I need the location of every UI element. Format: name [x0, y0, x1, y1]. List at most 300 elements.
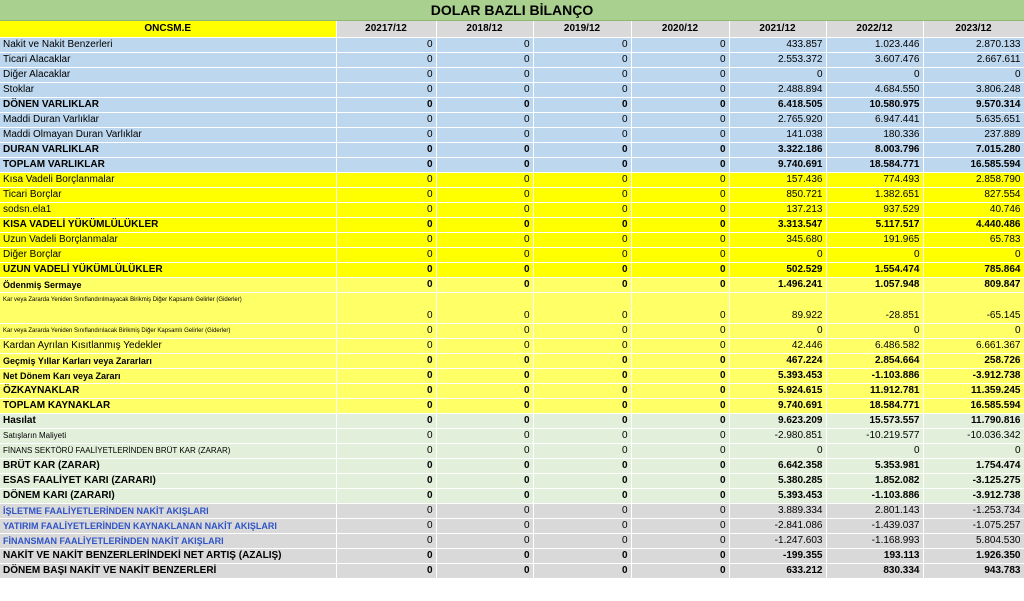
cell-value[interactable]: 0 — [436, 262, 533, 277]
cell-value[interactable]: 0 — [336, 428, 436, 443]
period-header[interactable]: 2022/12 — [826, 21, 923, 37]
cell-value[interactable]: 0 — [436, 142, 533, 157]
cell-value[interactable]: 0 — [533, 292, 631, 323]
cell-value[interactable]: 6.947.441 — [826, 112, 923, 127]
cell-value[interactable]: 141.038 — [729, 127, 826, 142]
cell-value[interactable]: 0 — [533, 247, 631, 262]
cell-value[interactable]: 785.864 — [923, 262, 1024, 277]
cell-value[interactable]: 0 — [729, 323, 826, 338]
cell-value[interactable]: -10.219.577 — [826, 428, 923, 443]
cell-value[interactable]: -1.247.603 — [729, 533, 826, 548]
cell-value[interactable]: -1.168.993 — [826, 533, 923, 548]
cell-value[interactable]: 3.607.476 — [826, 52, 923, 67]
cell-value[interactable]: 0 — [336, 488, 436, 503]
cell-value[interactable]: 0 — [436, 67, 533, 82]
cell-value[interactable]: 0 — [631, 548, 729, 563]
cell-value[interactable]: 0 — [436, 157, 533, 172]
cell-value[interactable]: 774.493 — [826, 172, 923, 187]
cell-value[interactable]: 0 — [336, 458, 436, 473]
cell-value[interactable]: 18.584.771 — [826, 157, 923, 172]
cell-value[interactable]: 0 — [631, 458, 729, 473]
cell-value[interactable]: 0 — [336, 503, 436, 518]
cell-value[interactable]: 0 — [436, 518, 533, 533]
cell-value[interactable]: 1.023.446 — [826, 37, 923, 52]
cell-value[interactable]: 258.726 — [923, 353, 1024, 368]
cell-value[interactable]: 0 — [631, 368, 729, 383]
row-label[interactable]: DURAN VARLIKLAR — [0, 142, 336, 157]
cell-value[interactable]: -2.980.851 — [729, 428, 826, 443]
cell-value[interactable]: 7.015.280 — [923, 142, 1024, 157]
cell-value[interactable]: 0 — [336, 353, 436, 368]
cell-value[interactable]: 0 — [436, 353, 533, 368]
cell-value[interactable]: -199.355 — [729, 548, 826, 563]
cell-value[interactable]: -3.912.738 — [923, 488, 1024, 503]
cell-value[interactable]: 191.965 — [826, 232, 923, 247]
cell-value[interactable]: 0 — [336, 172, 436, 187]
row-label[interactable]: sodsn.ela1 — [0, 202, 336, 217]
cell-value[interactable]: 0 — [631, 232, 729, 247]
cell-value[interactable]: 89.922 — [729, 292, 826, 323]
cell-value[interactable]: 8.003.796 — [826, 142, 923, 157]
cell-value[interactable]: 0 — [436, 413, 533, 428]
cell-value[interactable]: 0 — [631, 112, 729, 127]
cell-value[interactable]: 10.580.975 — [826, 97, 923, 112]
cell-value[interactable]: 0 — [533, 97, 631, 112]
cell-value[interactable]: 0 — [631, 217, 729, 232]
cell-value[interactable]: 0 — [533, 458, 631, 473]
cell-value[interactable]: 0 — [631, 127, 729, 142]
cell-value[interactable]: 0 — [336, 443, 436, 458]
cell-value[interactable]: 0 — [631, 97, 729, 112]
cell-value[interactable]: 11.359.245 — [923, 383, 1024, 398]
cell-value[interactable]: 827.554 — [923, 187, 1024, 202]
row-label[interactable]: TOPLAM VARLIKLAR — [0, 157, 336, 172]
cell-value[interactable]: 0 — [436, 172, 533, 187]
cell-value[interactable]: 830.334 — [826, 563, 923, 578]
cell-value[interactable]: 0 — [436, 187, 533, 202]
cell-value[interactable]: 0 — [533, 503, 631, 518]
cell-value[interactable]: 0 — [729, 67, 826, 82]
table-row — [0, 488, 1024, 503]
cell-value[interactable]: 0 — [923, 247, 1024, 262]
cell-value[interactable]: 9.740.691 — [729, 157, 826, 172]
cell-value[interactable]: 0 — [826, 247, 923, 262]
cell-value[interactable]: 40.746 — [923, 202, 1024, 217]
cell-value[interactable]: 0 — [533, 323, 631, 338]
row-label[interactable]: Diğer Borçlar — [0, 247, 336, 262]
cell-value[interactable]: 1.852.082 — [826, 473, 923, 488]
cell-value[interactable]: 943.783 — [923, 563, 1024, 578]
cell-value[interactable]: 0 — [436, 473, 533, 488]
cell-value[interactable]: 0 — [533, 157, 631, 172]
row-label[interactable]: Kardan Ayrılan Kısıtlanmış Yedekler — [0, 338, 336, 353]
cell-value[interactable]: 0 — [436, 398, 533, 413]
cell-value[interactable]: 0 — [826, 67, 923, 82]
cell-value[interactable]: 0 — [436, 97, 533, 112]
cell-value[interactable]: 6.661.367 — [923, 338, 1024, 353]
period-header[interactable]: 20217/12 — [336, 21, 436, 37]
row-label[interactable]: Kısa Vadeli Borçlanmalar — [0, 172, 336, 187]
cell-value[interactable]: 1.926.350 — [923, 548, 1024, 563]
row-label[interactable]: KISA VADELİ YÜKÜMLÜLÜKLER — [0, 217, 336, 232]
cell-value[interactable]: -1.103.886 — [826, 368, 923, 383]
cell-value[interactable]: 0 — [436, 323, 533, 338]
cell-value[interactable]: 0 — [533, 383, 631, 398]
cell-value[interactable]: 1.382.651 — [826, 187, 923, 202]
cell-value[interactable]: -3.125.275 — [923, 473, 1024, 488]
cell-value[interactable]: 2.488.894 — [729, 82, 826, 97]
cell-value[interactable]: -2.841.086 — [729, 518, 826, 533]
period-header[interactable]: 2019/12 — [533, 21, 631, 37]
cell-value[interactable]: 1.057.948 — [826, 277, 923, 292]
cell-value[interactable]: -1.439.037 — [826, 518, 923, 533]
cell-value[interactable]: 65.783 — [923, 232, 1024, 247]
cell-value[interactable]: 0 — [336, 127, 436, 142]
row-label[interactable]: FİNANSMAN FAALİYETLERİNDEN NAKİT AKIŞLARI — [0, 533, 336, 548]
cell-value[interactable]: 0 — [436, 548, 533, 563]
cell-value[interactable]: 42.446 — [729, 338, 826, 353]
row-label[interactable]: BRÜT KAR (ZARAR) — [0, 458, 336, 473]
cell-value[interactable]: 0 — [631, 398, 729, 413]
cell-value[interactable]: 0 — [436, 383, 533, 398]
cell-value[interactable]: 2.765.920 — [729, 112, 826, 127]
cell-value[interactable]: 0 — [533, 413, 631, 428]
cell-value[interactable]: -65.145 — [923, 292, 1024, 323]
cell-value[interactable]: -10.036.342 — [923, 428, 1024, 443]
cell-value[interactable]: 0 — [336, 262, 436, 277]
cell-value[interactable]: 5.924.615 — [729, 383, 826, 398]
cell-value[interactable]: -28.851 — [826, 292, 923, 323]
cell-value[interactable]: 467.224 — [729, 353, 826, 368]
cell-value[interactable]: 0 — [923, 443, 1024, 458]
cell-value[interactable]: -1.103.886 — [826, 488, 923, 503]
table-row — [0, 323, 1024, 338]
cell-value[interactable]: 0 — [533, 232, 631, 247]
cell-value[interactable]: 0 — [533, 37, 631, 52]
cell-value[interactable]: 137.213 — [729, 202, 826, 217]
row-label[interactable]: TOPLAM KAYNAKLAR — [0, 398, 336, 413]
row-label[interactable]: Hasılat — [0, 413, 336, 428]
cell-value[interactable]: 0 — [631, 533, 729, 548]
table-row — [0, 52, 1024, 67]
cell-value[interactable]: 0 — [336, 368, 436, 383]
cell-value[interactable]: 0 — [533, 217, 631, 232]
row-label[interactable]: Nakit ve Nakit Benzerleri — [0, 37, 336, 52]
row-label[interactable]: DÖNEN VARLIKLAR — [0, 97, 336, 112]
cell-value[interactable]: 0 — [826, 443, 923, 458]
cell-value[interactable]: 0 — [436, 112, 533, 127]
cell-value[interactable]: 433.857 — [729, 37, 826, 52]
cell-value[interactable]: 3.322.186 — [729, 142, 826, 157]
row-label[interactable]: Kar veya Zararda Yeniden Sınıflandırılacak Birikmiş Diğer Kapsamlı Gelirler (Giderler) — [0, 323, 336, 338]
cell-value[interactable]: 809.847 — [923, 277, 1024, 292]
cell-value[interactable]: 502.529 — [729, 262, 826, 277]
table-row — [0, 172, 1024, 187]
cell-value[interactable]: 0 — [631, 503, 729, 518]
row-label[interactable]: Ticari Alacaklar — [0, 52, 336, 67]
cell-value[interactable]: 0 — [336, 247, 436, 262]
table-row — [0, 142, 1024, 157]
period-header[interactable]: 2018/12 — [436, 21, 533, 37]
cell-value[interactable]: 0 — [533, 443, 631, 458]
cell-value[interactable]: 0 — [336, 217, 436, 232]
cell-value[interactable]: 0 — [436, 232, 533, 247]
cell-value[interactable]: 0 — [336, 323, 436, 338]
row-label[interactable]: ESAS FAALİYET KARI (ZARARI) — [0, 473, 336, 488]
cell-value[interactable]: 0 — [533, 172, 631, 187]
cell-value[interactable]: 0 — [436, 292, 533, 323]
cell-value[interactable]: 1.754.474 — [923, 458, 1024, 473]
cell-value[interactable]: 1.554.474 — [826, 262, 923, 277]
cell-value[interactable]: 0 — [336, 413, 436, 428]
cell-value[interactable]: 0 — [631, 187, 729, 202]
cell-value[interactable]: 0 — [631, 443, 729, 458]
cell-value[interactable]: 0 — [631, 488, 729, 503]
cell-value[interactable]: 180.336 — [826, 127, 923, 142]
cell-value[interactable]: 9.570.314 — [923, 97, 1024, 112]
cell-value[interactable]: 0 — [533, 142, 631, 157]
row-label[interactable]: Ticari Borçlar — [0, 187, 336, 202]
cell-value[interactable]: -1.075.257 — [923, 518, 1024, 533]
cell-value[interactable]: 0 — [533, 548, 631, 563]
cell-value[interactable]: 0 — [631, 383, 729, 398]
cell-value[interactable]: 5.380.285 — [729, 473, 826, 488]
cell-value[interactable]: 0 — [336, 277, 436, 292]
cell-value[interactable]: 6.418.505 — [729, 97, 826, 112]
cell-value[interactable]: 5.635.651 — [923, 112, 1024, 127]
cell-value[interactable]: 2.858.790 — [923, 172, 1024, 187]
cell-value[interactable]: 0 — [436, 127, 533, 142]
cell-value[interactable]: 0 — [533, 202, 631, 217]
cell-value[interactable]: 0 — [631, 262, 729, 277]
table-row — [0, 247, 1024, 262]
cell-value[interactable]: 0 — [631, 202, 729, 217]
row-label[interactable]: Maddi Duran Varlıklar — [0, 112, 336, 127]
cell-value[interactable]: 0 — [436, 428, 533, 443]
cell-value[interactable]: 5.393.453 — [729, 488, 826, 503]
cell-value[interactable]: 0 — [336, 187, 436, 202]
cell-value[interactable]: 0 — [631, 428, 729, 443]
cell-value[interactable]: 0 — [631, 247, 729, 262]
row-label[interactable]: Kar veya Zararda Yeniden Sınıflandırılmayacak Birikmiş Diğer Kapsamlı Gelirler (Giderler) — [0, 292, 336, 323]
cell-value[interactable]: 0 — [436, 247, 533, 262]
cell-value[interactable]: 0 — [436, 82, 533, 97]
cell-value[interactable]: 9.740.691 — [729, 398, 826, 413]
row-label[interactable]: Maddi Olmayan Duran Varlıklar — [0, 127, 336, 142]
cell-value[interactable]: 0 — [336, 338, 436, 353]
cell-value[interactable]: 6.642.358 — [729, 458, 826, 473]
cell-value[interactable]: 0 — [336, 383, 436, 398]
cell-value[interactable]: 0 — [533, 518, 631, 533]
cell-value[interactable]: 937.529 — [826, 202, 923, 217]
cell-value[interactable]: 0 — [436, 277, 533, 292]
cell-value[interactable]: 0 — [436, 563, 533, 578]
cell-value[interactable]: 0 — [436, 217, 533, 232]
cell-value[interactable]: 0 — [436, 202, 533, 217]
cell-value[interactable]: 0 — [533, 473, 631, 488]
cell-value[interactable]: 0 — [436, 37, 533, 52]
cell-value[interactable]: 0 — [631, 37, 729, 52]
row-label[interactable]: Geçmiş Yıllar Karları veya Zararları — [0, 353, 336, 368]
cell-value[interactable]: 0 — [336, 97, 436, 112]
cell-value[interactable]: 0 — [533, 187, 631, 202]
cell-value[interactable]: 157.436 — [729, 172, 826, 187]
cell-value[interactable]: 0 — [533, 262, 631, 277]
cell-value[interactable]: 0 — [631, 518, 729, 533]
cell-value[interactable]: 0 — [533, 353, 631, 368]
cell-value[interactable]: 0 — [336, 52, 436, 67]
cell-value[interactable]: 0 — [631, 292, 729, 323]
period-header[interactable]: 2020/12 — [631, 21, 729, 37]
cell-value[interactable]: 0 — [436, 458, 533, 473]
cell-value[interactable]: 0 — [533, 277, 631, 292]
table-row — [0, 458, 1024, 473]
cell-value[interactable]: 18.584.771 — [826, 398, 923, 413]
cell-value[interactable]: 237.889 — [923, 127, 1024, 142]
cell-value[interactable]: 0 — [533, 563, 631, 578]
cell-value[interactable]: 0 — [729, 443, 826, 458]
table-row — [0, 37, 1024, 52]
cell-value[interactable]: 0 — [631, 52, 729, 67]
row-label[interactable]: Uzun Vadeli Borçlanmalar — [0, 232, 336, 247]
cell-value[interactable]: 0 — [336, 202, 436, 217]
period-header[interactable]: 2023/12 — [923, 21, 1024, 37]
cell-value[interactable]: 0 — [533, 368, 631, 383]
cell-value[interactable]: 5.117.517 — [826, 217, 923, 232]
table-row — [0, 338, 1024, 353]
cell-value[interactable]: 3.889.334 — [729, 503, 826, 518]
row-label[interactable]: FİNANS SEKTÖRÜ FAALİYETLERİNDEN BRÜT KAR (ZARAR) — [0, 443, 336, 458]
cell-value[interactable]: 0 — [923, 67, 1024, 82]
cell-value[interactable]: 0 — [631, 67, 729, 82]
cell-value[interactable]: 0 — [631, 157, 729, 172]
cell-value[interactable]: 3.313.547 — [729, 217, 826, 232]
cell-value[interactable]: 0 — [336, 563, 436, 578]
cell-value[interactable]: 2.854.664 — [826, 353, 923, 368]
cell-value[interactable]: 15.573.557 — [826, 413, 923, 428]
cell-value[interactable]: 0 — [336, 142, 436, 157]
ticker-code-header[interactable]: ONCSM.E — [0, 21, 336, 37]
cell-value[interactable]: 0 — [336, 533, 436, 548]
cell-value[interactable]: 193.113 — [826, 548, 923, 563]
cell-value[interactable]: 0 — [436, 488, 533, 503]
cell-value[interactable]: 2.801.143 — [826, 503, 923, 518]
cell-value[interactable]: 0 — [923, 323, 1024, 338]
cell-value[interactable]: -1.253.734 — [923, 503, 1024, 518]
cell-value[interactable]: 0 — [336, 157, 436, 172]
cell-value[interactable]: 0 — [336, 473, 436, 488]
cell-value[interactable]: 0 — [729, 247, 826, 262]
cell-value[interactable]: 850.721 — [729, 187, 826, 202]
cell-value[interactable]: 0 — [336, 292, 436, 323]
table-row — [0, 518, 1024, 533]
cell-value[interactable]: 0 — [533, 488, 631, 503]
cell-value[interactable]: 0 — [436, 533, 533, 548]
cell-value[interactable]: 4.684.550 — [826, 82, 923, 97]
cell-value[interactable]: 0 — [336, 82, 436, 97]
cell-value[interactable]: -3.912.738 — [923, 368, 1024, 383]
cell-value[interactable]: 0 — [336, 518, 436, 533]
row-label[interactable]: UZUN VADELİ YÜKÜMLÜLÜKLER — [0, 262, 336, 277]
cell-value[interactable]: 0 — [436, 503, 533, 518]
row-label[interactable]: İŞLETME FAALİYETLERİNDEN NAKİT AKIŞLARI — [0, 503, 336, 518]
cell-value[interactable]: 633.212 — [729, 563, 826, 578]
table-row — [0, 428, 1024, 443]
row-label[interactable]: DÖNEM KARI (ZARARI) — [0, 488, 336, 503]
cell-value[interactable]: 0 — [631, 563, 729, 578]
cell-value[interactable]: 4.440.486 — [923, 217, 1024, 232]
table-row — [0, 563, 1024, 578]
cell-value[interactable]: 0 — [533, 533, 631, 548]
row-label[interactable]: ÖZKAYNAKLAR — [0, 383, 336, 398]
cell-value[interactable]: 0 — [631, 172, 729, 187]
cell-value[interactable]: 2.667.611 — [923, 52, 1024, 67]
cell-value[interactable]: 0 — [533, 127, 631, 142]
cell-value[interactable]: 0 — [436, 338, 533, 353]
cell-value[interactable]: 0 — [631, 338, 729, 353]
cell-value[interactable]: 0 — [336, 398, 436, 413]
cell-value[interactable]: 0 — [631, 277, 729, 292]
row-label[interactable]: Net Dönem Karı veya Zararı — [0, 368, 336, 383]
cell-value[interactable]: 0 — [631, 323, 729, 338]
cell-value[interactable]: 2.553.372 — [729, 52, 826, 67]
cell-value[interactable]: 0 — [533, 428, 631, 443]
cell-value[interactable]: 0 — [336, 232, 436, 247]
cell-value[interactable]: 2.870.133 — [923, 37, 1024, 52]
cell-value[interactable]: 0 — [533, 338, 631, 353]
cell-value[interactable]: 11.790.816 — [923, 413, 1024, 428]
cell-value[interactable]: 0 — [436, 52, 533, 67]
cell-value[interactable]: 16.585.594 — [923, 398, 1024, 413]
row-label[interactable]: Ödenmiş Sermaye — [0, 277, 336, 292]
cell-value[interactable]: 0 — [436, 443, 533, 458]
cell-value[interactable]: 0 — [436, 368, 533, 383]
cell-value[interactable]: 345.680 — [729, 232, 826, 247]
cell-value[interactable]: 5.353.981 — [826, 458, 923, 473]
cell-value[interactable]: 0 — [336, 67, 436, 82]
cell-value[interactable]: 0 — [533, 112, 631, 127]
row-label[interactable]: NAKİT VE NAKİT BENZERLERİNDEKİ NET ARTIŞ (AZALIŞ) — [0, 548, 336, 563]
cell-value[interactable]: 16.585.594 — [923, 157, 1024, 172]
cell-value[interactable]: 0 — [533, 52, 631, 67]
cell-value[interactable]: 0 — [631, 473, 729, 488]
cell-value[interactable]: 0 — [533, 67, 631, 82]
cell-value[interactable]: 0 — [336, 112, 436, 127]
cell-value[interactable]: 3.806.248 — [923, 82, 1024, 97]
cell-value[interactable]: 0 — [631, 413, 729, 428]
cell-value[interactable]: 0 — [533, 398, 631, 413]
cell-value[interactable]: 6.486.582 — [826, 338, 923, 353]
cell-value[interactable]: 11.912.781 — [826, 383, 923, 398]
row-label[interactable]: Satışların Maliyeti — [0, 428, 336, 443]
cell-value[interactable]: 5.804.530 — [923, 533, 1024, 548]
cell-value[interactable]: 5.393.453 — [729, 368, 826, 383]
cell-value[interactable]: 0 — [631, 353, 729, 368]
cell-value[interactable]: 0 — [336, 548, 436, 563]
cell-value[interactable]: 0 — [336, 37, 436, 52]
cell-value[interactable]: 1.496.241 — [729, 277, 826, 292]
cell-value[interactable]: 0 — [631, 82, 729, 97]
row-label[interactable]: YATIRIM FAALİYETLERİNDEN KAYNAKLANAN NAKİT AKIŞLARI — [0, 518, 336, 533]
period-header[interactable]: 2021/12 — [729, 21, 826, 37]
row-label[interactable]: DÖNEM BAŞI NAKİT VE NAKİT BENZERLERİ — [0, 563, 336, 578]
cell-value[interactable]: 0 — [631, 142, 729, 157]
row-label[interactable]: Stoklar — [0, 82, 336, 97]
cell-value[interactable]: 0 — [533, 82, 631, 97]
cell-value[interactable]: 9.623.209 — [729, 413, 826, 428]
cell-value[interactable]: 0 — [826, 323, 923, 338]
row-label[interactable]: Diğer Alacaklar — [0, 67, 336, 82]
